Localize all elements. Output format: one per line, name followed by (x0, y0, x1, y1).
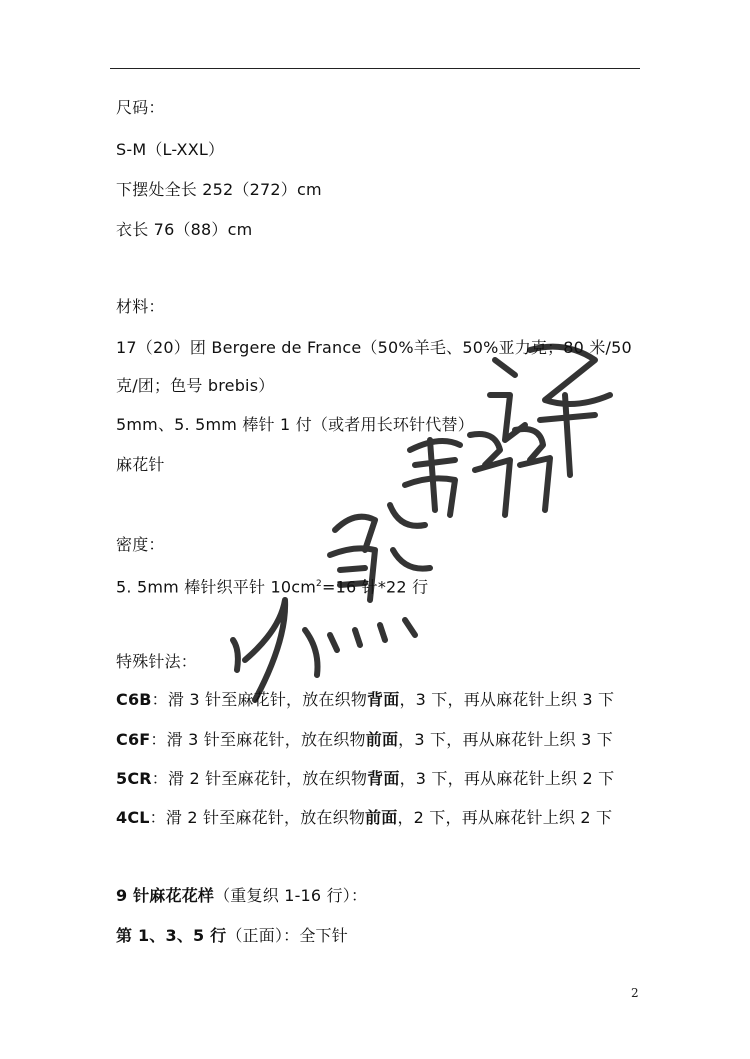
stitch-code: 5CR (116, 769, 152, 788)
stitch-sep: ： (151, 690, 168, 709)
size-heading: 尺码： (116, 98, 165, 117)
pattern-heading (116, 886, 367, 906)
stitch-text: 滑 2 针至麻花针，放在织物 (165, 808, 366, 827)
stitch-text: ，3 下，再从麻花针上织 2 下 (399, 769, 615, 788)
stitch-4cl (116, 808, 612, 828)
stitch-text: ，2 下，再从麻花针上织 2 下 (397, 808, 613, 827)
stitch-code: 4CL (116, 808, 150, 827)
materials-heading: 材料： (116, 297, 165, 316)
stitch-sep: ： (149, 808, 166, 827)
yarn-line-2: 克/团；色号 brebis） (116, 376, 275, 395)
pattern-row-1 (116, 926, 348, 946)
needles-line: 5mm、5. 5mm 棒针 1 付（或者用长环针代替） (116, 415, 474, 434)
stitch-side: 背面 (367, 769, 400, 788)
gauge-superscript: 2 (316, 579, 322, 589)
pattern-heading-bold: 9 针麻花花样 (116, 886, 215, 905)
gauge-line (116, 574, 428, 597)
page-number: 2 (631, 986, 639, 1000)
stitch-text: ，3 下，再从麻花针上织 3 下 (398, 730, 613, 749)
stitch-text: ，3 下，再从麻花针上织 3 下 (399, 690, 615, 709)
yarn-line-1: 17（20）团 Bergere de France（50%羊毛、50%亚力克；80 米/50 (116, 338, 632, 357)
stitch-sep: ： (151, 769, 168, 788)
watermark-logo (225, 300, 625, 730)
gauge-suffix: =16 针*22 行 (321, 577, 429, 597)
stitch-side: 前面 (365, 808, 398, 827)
stitch-text: 滑 3 针至麻花针，放在织物 (166, 730, 366, 749)
special-stitches-heading: 特殊针法： (116, 652, 198, 671)
stitch-text: 滑 2 针至麻花针，放在织物 (168, 769, 368, 788)
pattern-row-rest: （正面）：全下针 (226, 926, 348, 945)
stitch-c6b (116, 690, 614, 710)
garment-length: 衣长 76（88）cm (116, 220, 253, 239)
stitch-text: 滑 3 针至麻花针，放在织物 (167, 690, 368, 709)
stitch-side: 背面 (367, 690, 400, 709)
size-range: S-M（L-XXL） (116, 140, 225, 159)
stitch-side: 前面 (365, 730, 399, 749)
gauge-prefix: 5. 5mm 棒针织平针 10cm (116, 577, 317, 597)
hem-length: 下摆处全长 252（272）cm (116, 180, 322, 199)
stitch-code: C6B (116, 690, 152, 709)
gauge-heading: 密度： (116, 535, 165, 554)
stitch-5cr (116, 769, 614, 789)
pattern-row-bold: 第 1、3、5 行 (116, 926, 227, 945)
stitch-c6f (116, 730, 613, 750)
pattern-heading-rest: （重复织 1-16 行）： (214, 886, 368, 905)
stitch-code: C6F (116, 730, 151, 749)
header-rule (110, 68, 640, 69)
cable-needle-line: 麻花针 (116, 455, 165, 474)
stitch-sep: ： (150, 730, 167, 749)
